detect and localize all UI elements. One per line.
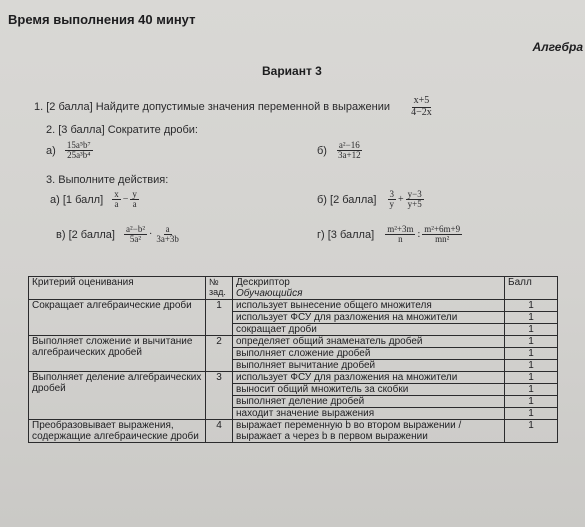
criterion-cell: Выполняет деление алгебраических дробей [29, 372, 206, 420]
fraction-denominator: 3a+3b [156, 234, 179, 245]
table-row [29, 336, 558, 348]
operator: : [417, 229, 421, 241]
task-3g-fraction-2 [422, 225, 462, 245]
variant-title: Вариант 3 [262, 64, 322, 78]
task-3b-fraction-1 [388, 190, 397, 210]
criterion-cell: Сокращает алгебраические дроби [29, 300, 206, 336]
descriptor-cell: выполняет вычитание дробей [233, 360, 505, 372]
header-task [206, 277, 233, 300]
table-header-row [29, 277, 558, 300]
score-cell: 1 [505, 420, 558, 443]
fraction-numerator: y−3 [407, 189, 422, 199]
task-3b [317, 190, 424, 210]
fraction-denominator: mn² [435, 234, 450, 245]
fraction-denominator: a [132, 199, 137, 210]
task-3g [317, 225, 462, 245]
descriptor-cell: использует вынесение общего множителя [233, 300, 505, 312]
task-3v-fraction-1 [124, 225, 147, 245]
fraction-numerator: m²+3m [387, 224, 414, 234]
descriptor-cell: сокращает дроби [233, 324, 505, 336]
criteria-table [28, 276, 558, 443]
descriptor-cell: использует ФСУ для разложения на множители [233, 372, 505, 384]
score-cell: 1 [505, 348, 558, 360]
table-row [29, 300, 558, 312]
descriptor-cell: использует ФСУ для разложения на множители [233, 312, 505, 324]
task-3b-label: б) [2 балла] [317, 193, 377, 206]
score-cell: 1 [505, 312, 558, 324]
operator: − [122, 194, 129, 206]
score-cell: 1 [505, 336, 558, 348]
task-3v-fraction-2 [154, 225, 181, 245]
header-descriptor-title: Дескриптор [236, 277, 290, 288]
task-3a-fraction-2 [130, 190, 139, 210]
score-cell: 1 [505, 324, 558, 336]
fraction-denominator: 5a² [129, 234, 142, 245]
fraction-numerator: m²+6m+9 [424, 224, 461, 234]
task-2a-label: а) [46, 144, 56, 157]
score-cell: 1 [505, 396, 558, 408]
descriptor-cell: находит значение выражения [233, 408, 505, 420]
task-number-cell: 4 [206, 420, 233, 443]
header-task-sub: зад. [209, 287, 226, 297]
operator: + [398, 194, 404, 206]
time-limit-label: Время выполнения 40 минут [8, 12, 196, 27]
fraction-numerator: 3 [389, 189, 394, 199]
task-3v [56, 225, 181, 245]
task-number-cell: 2 [206, 336, 233, 372]
fraction-numerator: x [114, 189, 119, 199]
fraction-numerator: x+5 [413, 95, 430, 106]
task-2a [46, 141, 93, 161]
criterion-cell: Выполняет сложение и вычитание алгебраических дробей [29, 336, 206, 372]
fraction-denominator: 25a³b⁴ [67, 150, 91, 161]
table-row [29, 372, 558, 384]
fraction-denominator: a [114, 199, 119, 210]
score-cell: 1 [505, 300, 558, 312]
task-3b-fraction-2 [406, 190, 424, 210]
fraction-denominator: y+5 [407, 199, 422, 210]
fraction-numerator: y [132, 189, 137, 199]
task-3-text: 3. Выполните действия: [46, 174, 169, 186]
descriptor-cell: выносит общий множитель за скобки [233, 384, 505, 396]
header-criterion: Критерий оценивания [29, 277, 206, 300]
header-descriptor-sub: Обучающийся [236, 288, 303, 299]
task-3a-label: а) [1 балл] [50, 193, 104, 206]
task-1-text: 1. [2 балла] Найдите допустимые значения переменной в выражении [34, 100, 391, 113]
header-task-no: № [209, 277, 219, 287]
task-3g-fraction-1 [385, 225, 415, 245]
fraction-numerator: a²−b² [126, 224, 146, 234]
task-3a [50, 190, 139, 210]
task-2a-fraction [65, 141, 93, 161]
fraction-denominator: y [389, 199, 394, 210]
task-2b-label: б) [317, 144, 327, 157]
descriptor-cell: выполняет деление дробей [233, 396, 505, 408]
task-2b [317, 141, 363, 161]
fraction-numerator: a [165, 224, 170, 234]
subject-label: Алгебра [532, 40, 583, 54]
score-cell: 1 [505, 360, 558, 372]
descriptor-cell: выражает переменную b во втором выражении / выражает а через b в первом выражении [233, 420, 505, 443]
task-number-cell: 1 [206, 300, 233, 336]
task-1-fraction [409, 96, 434, 118]
fraction-denominator: 4−2x [411, 106, 432, 118]
task-number-cell: 3 [206, 372, 233, 420]
criterion-cell: Преобразовывает выражения, содержащие алгебраические дроби [29, 420, 206, 443]
task-3g-label: г) [3 балла] [317, 228, 375, 241]
fraction-denominator: n [398, 234, 403, 245]
header-descriptor [233, 277, 505, 300]
score-cell: 1 [505, 408, 558, 420]
score-cell: 1 [505, 384, 558, 396]
table-row [29, 420, 558, 443]
task-2b-fraction [336, 141, 363, 161]
fraction-numerator: a²−16 [338, 140, 360, 150]
task-2-text: 2. [3 балла] Сократите дроби: [46, 124, 198, 136]
score-cell: 1 [505, 372, 558, 384]
task-1 [34, 96, 434, 118]
fraction-numerator: 15a⁵b⁷ [66, 140, 91, 150]
task-3a-fraction-1 [112, 190, 121, 210]
descriptor-cell: выполняет сложение дробей [233, 348, 505, 360]
operator: · [149, 229, 153, 241]
header-score: Балл [505, 277, 558, 300]
task-3v-label: в) [2 балла] [56, 228, 115, 241]
fraction-denominator: 3a+12 [338, 150, 361, 161]
descriptor-cell: определяет общий знаменатель дробей [233, 336, 505, 348]
